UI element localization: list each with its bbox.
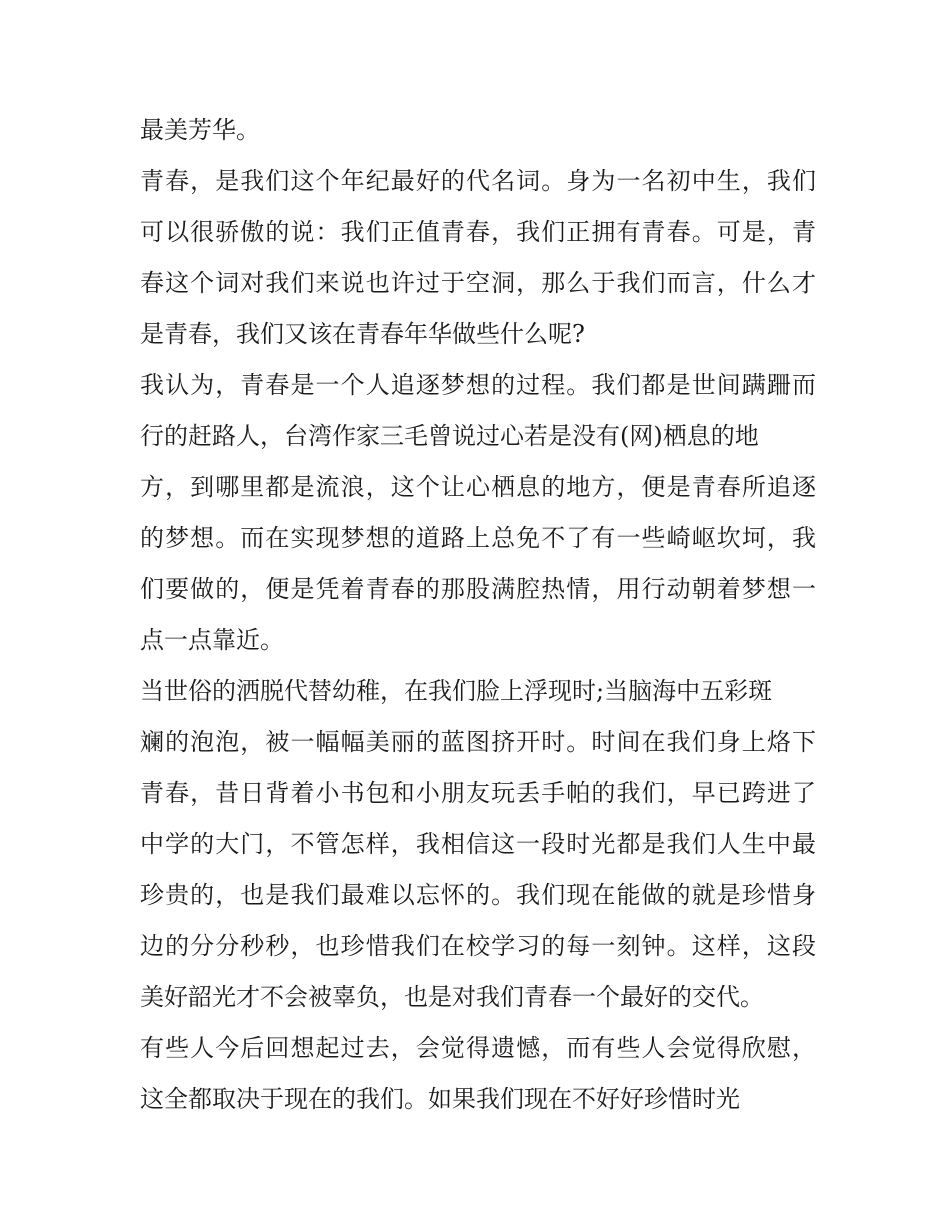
text-line: 有些人今后回想起过去，会觉得遗憾，而有些人会觉得欣慰，: [140, 1034, 816, 1062]
text-line: 当世俗的洒脱代替幼稚，在我们脸上浮现时;当脑海中五彩斑: [140, 677, 773, 705]
text-line: 最美芳华。: [140, 116, 260, 144]
text-line: 是青春，我们又该在青春年华做些什么呢?: [140, 320, 585, 348]
text-line: 们要做的，便是凭着青春的那股满腔热情，用行动朝着梦想一: [140, 575, 816, 603]
text-line: 点一点靠近。: [140, 626, 284, 654]
text-line: 边的分分秒秒，也珍惜我们在校学习的每一刻钟。这样，这段: [140, 932, 816, 960]
text-line: 美好韶光才不会被辜负，也是对我们青春一个最好的交代。: [140, 983, 764, 1011]
text-line: 斓的泡泡，被一幅幅美丽的蓝图挤开时。时间在我们身上烙下: [140, 728, 816, 756]
text-line: 行的赶路人，台湾作家三毛曾说过心若是没有(网)栖息的地: [140, 422, 759, 450]
text-line: 中学的大门，不管怎样，我相信这一段时光都是我们人生中最: [140, 830, 816, 858]
text-line: 青春，昔日背着小书包和小朋友玩丢手帕的我们，早已跨进了: [140, 779, 816, 807]
text-line: 我认为，青春是一个人追逐梦想的过程。我们都是世间蹒跚而: [140, 371, 816, 399]
text-line: 可以很骄傲的说：我们正值青春，我们正拥有青春。可是，青: [140, 218, 816, 246]
text-line: 这全都取决于现在的我们。如果我们现在不好好珍惜时光: [140, 1085, 740, 1113]
text-line: 春这个词对我们来说也许过于空洞，那么于我们而言，什么才: [140, 269, 816, 297]
text-line: 方，到哪里都是流浪，这个让心栖息的地方，便是青春所追逐: [140, 473, 816, 501]
text-line: 珍贵的，也是我们最难以忘怀的。我们现在能做的就是珍惜身: [140, 881, 816, 909]
text-line: 青春，是我们这个年纪最好的代名词。身为一名初中生，我们: [140, 167, 816, 195]
text-line: 的梦想。而在实现梦想的道路上总免不了有一些崎岖坎坷，我: [140, 524, 816, 552]
essay-body: [140, 105, 816, 1125]
